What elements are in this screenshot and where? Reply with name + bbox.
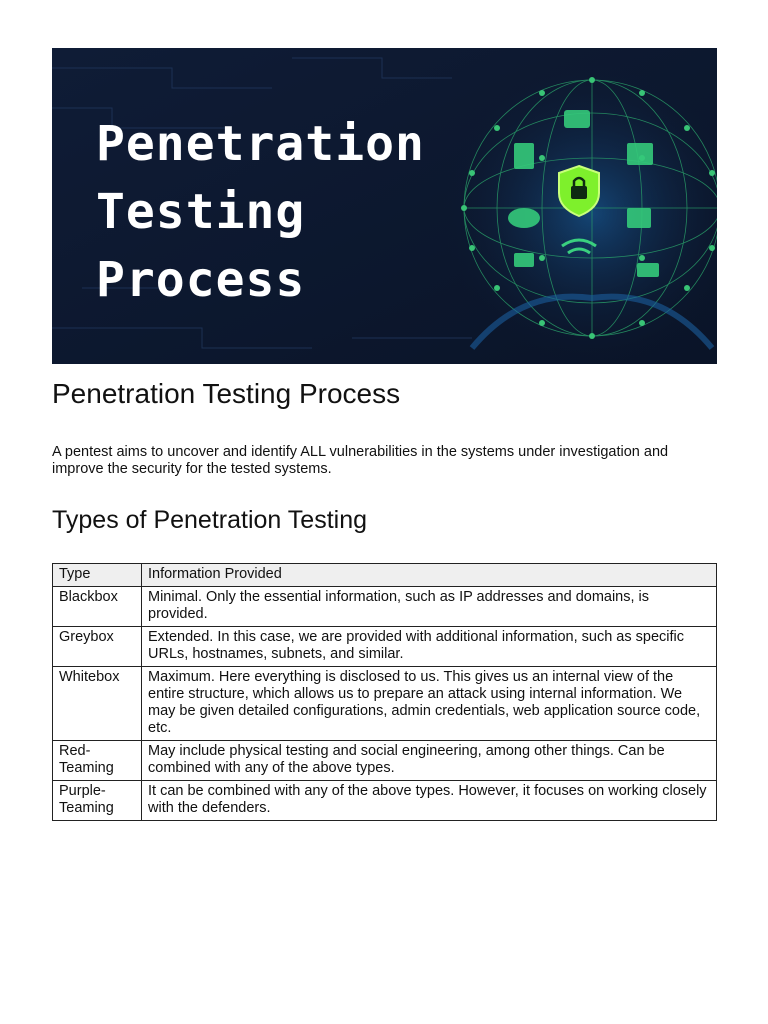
info-cell: May include physical testing and social engineering, among other things. Can be combined with any of the above types. (142, 741, 717, 781)
info-cell: It can be combined with any of the above types. However, it focuses on working closely with the defenders. (142, 781, 717, 821)
banner-title (96, 110, 425, 314)
type-cell: Whitebox (53, 667, 142, 741)
table-row (53, 667, 717, 741)
table-row (53, 781, 717, 821)
table-row (53, 587, 717, 627)
info-cell: Extended. In this case, we are provided with additional information, such as specific URLs, hostnames, subnets, and similar. (142, 627, 717, 667)
banner-title-line: Testing (96, 184, 306, 240)
penetration-types-table (52, 563, 717, 821)
info-cell: Maximum. Here everything is disclosed to us. This gives us an internal view of the entire structure, which allows us to prepare an attack using internal information. We may be given detailed configurations, admin credentials, web application source code, etc. (142, 667, 717, 741)
table-row (53, 741, 717, 781)
hero-banner (52, 48, 717, 364)
info-cell: Minimal. Only the essential information, such as IP addresses and domains, is provided. (142, 587, 717, 627)
table-header-row (53, 564, 717, 587)
type-cell: Blackbox (53, 587, 142, 627)
banner-title-line: Process (96, 252, 306, 308)
banner-title-line: Penetration (96, 116, 425, 172)
type-cell: Greybox (53, 627, 142, 667)
type-cell: Red-Teaming (53, 741, 142, 781)
intro-paragraph: A pentest aims to uncover and identify ALL vulnerabilities in the systems under investigation and improve the security for the tested systems. (52, 444, 669, 477)
table-row (53, 627, 717, 667)
section-heading: Types of Penetration Testing (52, 506, 368, 534)
column-header-type: Type (53, 564, 142, 587)
column-header-information: Information Provided (142, 564, 717, 587)
type-cell: Purple-Teaming (53, 781, 142, 821)
page-title: Penetration Testing Process (52, 378, 401, 409)
